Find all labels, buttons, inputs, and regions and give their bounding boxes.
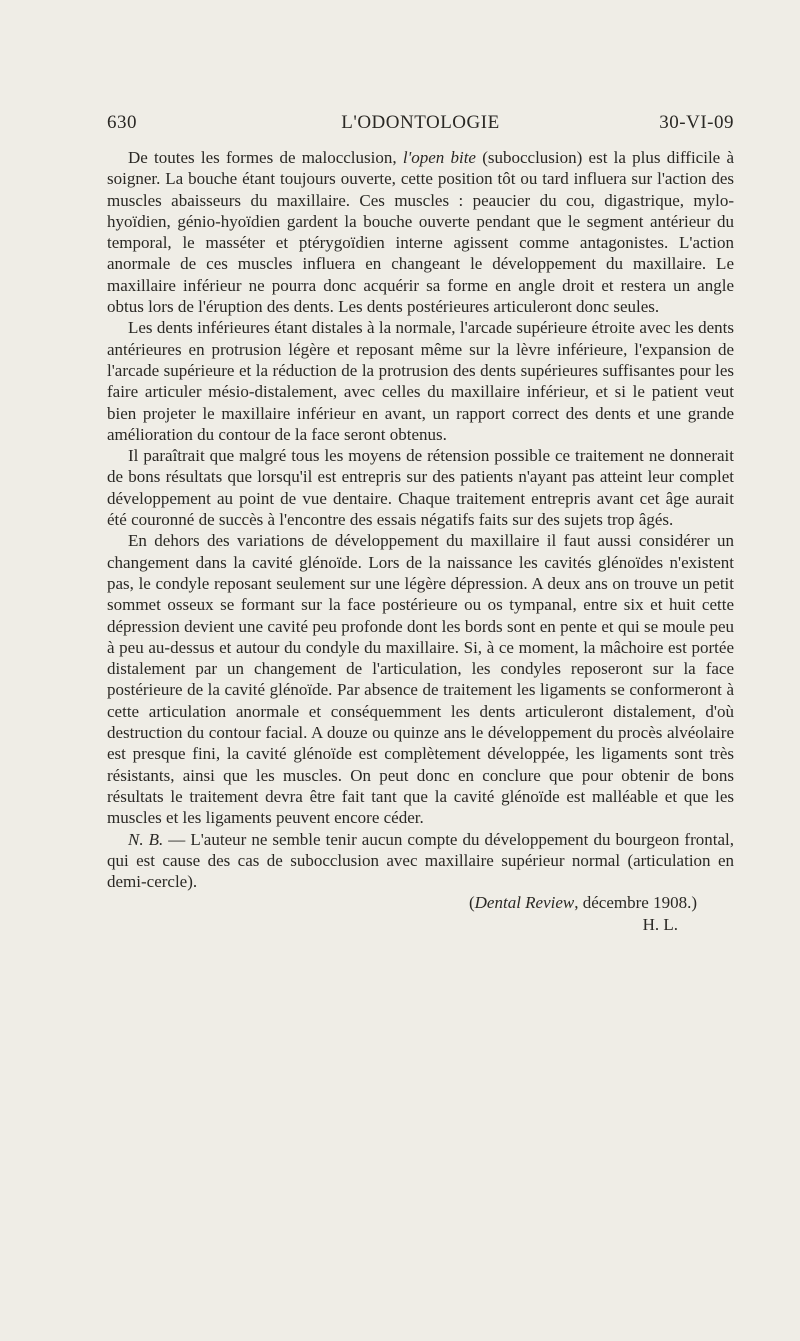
citation-source: (Dental Review, décembre 1908.) — [468, 893, 697, 913]
author-initials: H. L. — [642, 914, 678, 934]
paragraph-retention: Il paraîtrait que malgré tous les moyens de rétension possible ce traitement ne donnerait de bons résultats que lorsqu'il est entrepris sur des patients n'ayant pas atteint leur complet développement au point de vue dentaire. Chaque traitement entrepris avant cet âge aurait été couronné de succès à l'encontre des essais négatifs faits sur des sujets trop âgés. — [107, 446, 734, 530]
paragraph-lower-teeth: Les dents inférieures étant distales à la normale, l'arcade supérieure étroite avec les dents antérieures en protrusion légère et reposant même sur la lèvre inférieure, l'expansion de l'arcade supérieure et la réduction de la protrusion des dents supérieures suffisantes pour les faire articuler mésio-distalement, avec celles du maxillaire inférieur, et si le patient veut bien projeter le maxillaire inférieur en avant, un rapport correct des dents et une grande amélioration du contour de la face seront obtenus. — [107, 318, 734, 444]
nb-label: N. B. — [128, 829, 164, 849]
source-name: Dental Review — [474, 893, 575, 913]
page-number: 630 — [107, 112, 137, 133]
paragraph-glenoid-cavity: En dehors des variations de développement du maxillaire il faut aussi considérer un changement dans la cavité glénoïde. Lors de la naissance les cavités glénoïdes n'existent pas, le condyle reposant seulement sur une légère dépression. A deux ans on trouve un petit sommet osseux se formant sur la face postérieure ou os tympanal, entre six et huit cette dépression devient une cavité peu profonde dont les bords sont en pente et qui se moule peu à peu au-dessus et autour du condyle du maxillaire. Si, à ce moment, la mâchoire est portée distalement par un changement de l'articulation, les condyles reposeront sur la face postérieure de la cavité glénoïde. Par absence de traitement les ligaments se conformeront à cette articulation anormale et conséquemment les dents articuleront distalement, d'où destruction du contour facial. A douze ou quinze ans le développement du procès alvéolaire est presque fini, la cavité glénoïde est complètement développée, les ligaments sont très résistants, ainsi que les muscles. On peut donc en conclure que pour obtenir de bons résultats le traitement devra être fait tant que la cavité glénoïde est malléable et que les muscles et les ligaments peuvent encore céder. — [107, 531, 734, 828]
journal-title: L'ODONTOLOGIE — [341, 112, 500, 133]
paragraph-nota-bene: N. B. — L'auteur ne semble tenir aucun compte du développement du bourgeon frontal, qui est cause des cas de subocclusion avec maxillaire supérieur normal (articulation en demi-cercle). — [107, 829, 734, 892]
issue-date: 30-VI-09 — [659, 112, 734, 133]
paragraph-open-bite: De toutes les formes de malocclusion, l'open bite (subocclusion) est la plus difficile à soigner. La bouche étant toujours ouverte, cette position tôt ou tard influera sur l'action des muscles abaisseurs du maxillaire. Ces muscles : peaucier du cou, digastrique, mylo-hyoïdien, génio-hyoïdien gardent la bouche ouverte pendant que le segment antérieur du temporal, le masséter et ptérygoïdien interne agissent comme antagonistes. L'action anormale de ces muscles influera en changeant le développement du maxillaire. Le maxillaire inférieur ne pourra donc acquérir sa forme en angle droit et restera un angle obtus lors de l'éruption des dents. Les dents postérieures articuleront donc seules. — [107, 148, 734, 317]
article-body — [107, 147, 734, 935]
open-bite-term: l'open bite — [402, 148, 476, 167]
